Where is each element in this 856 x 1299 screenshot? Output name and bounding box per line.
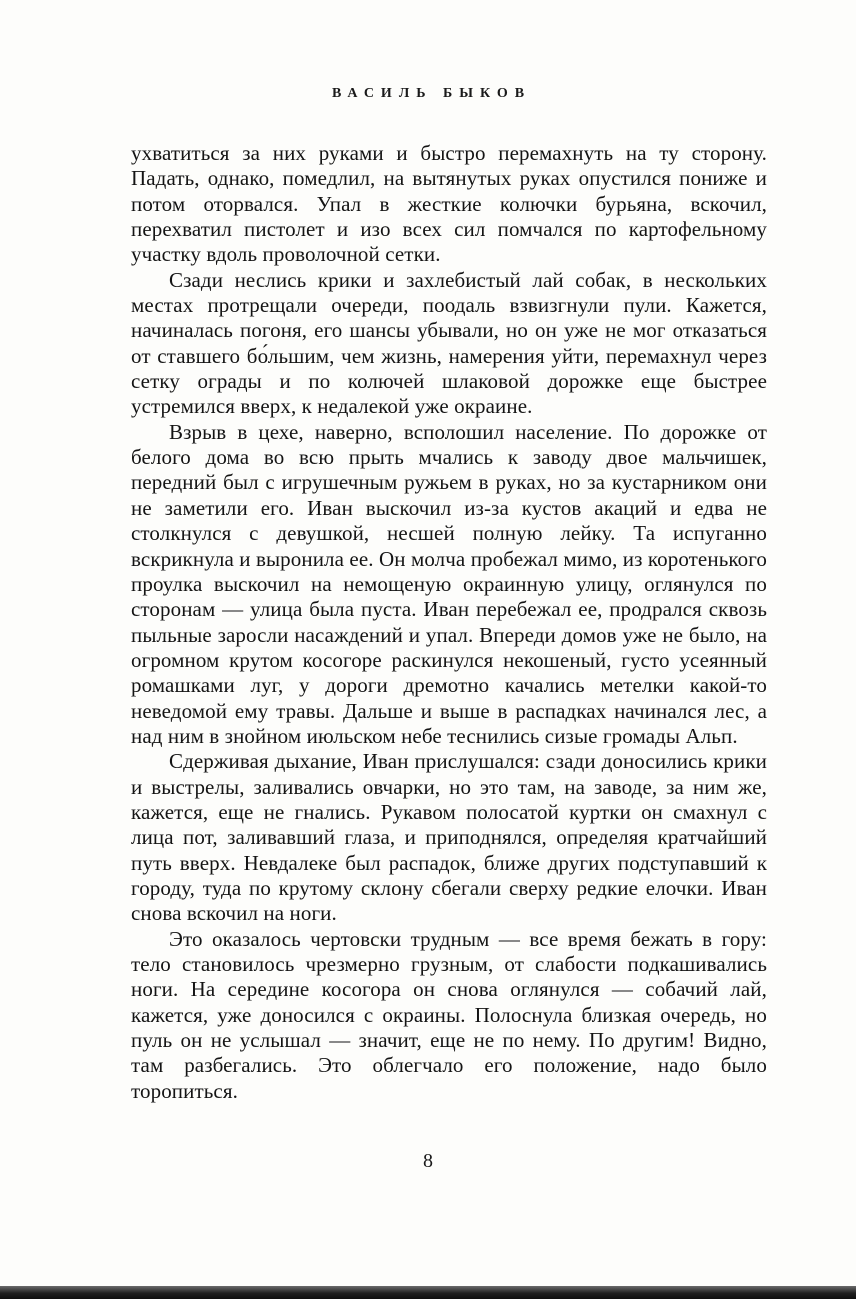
- paragraph: ухватиться за них руками и быстро перемахнуть на ту сторону. Падать, однако, помедлил, на вытянутых руках опустился пониже и потом оторвался. Упал в жесткие колючки бурьяна, вскочил, перехватил пистолет и изо всех сил помчался по картофельному участку вдоль проволочной сетки.: [131, 141, 767, 267]
- page-number: 8: [423, 1150, 433, 1172]
- paragraph: Сдерживая дыхание, Иван прислушался: сзади доносились крики и выстрелы, заливались овчарки, но это там, на заводе, за ним же, кажется, еще не гнались. Рукавом полосатой куртки он смахнул с лица пот, заливавший глаза, и приподнялся, определяя кратчайший путь вверх. Невдалеке был распадок, ближе других подступавший к городу, туда по крутому склону сбегали сверху редкие елочки. Иван снова вскочил на ноги.: [131, 749, 767, 926]
- running-header-author: ВАСИЛЬ БЫКОВ: [331, 86, 532, 101]
- page-bottom-edge: [0, 1286, 856, 1299]
- body-text: [131, 141, 767, 1104]
- paragraph: Сзади неслись крики и захлебистый лай собак, в нескольких местах протрещали очереди, поодаль взвизгнули пули. Кажется, начиналась погоня, его шансы убывали, но он уже не мог отказаться от ставшего бо́льшим, чем жизнь, намерения уйти, перемахнул через сетку ограды и по колючей шлаковой дорожке еще быстрее устремился вверх, к недалекой уже окраине.: [131, 267, 767, 419]
- paragraph: Взрыв в цехе, наверно, всполошил население. По дорожке от белого дома во всю прыть мчались к заводу двое мальчишек, передний был с игрушечным ружьем в руках, но за кустарником они не заметили его. Иван выскочил из-за кустов акаций и едва не столкнулся с девушкой, несшей полную лейку. Та испуганно вскрикнула и выронила ее. Он молча пробежал мимо, из коротенького проулка выскочил на немощеную окраинную улицу, оглянулся по сторонам — улица была пуста. Иван перебежал ее, продрался сквозь пыльные заросли насаждений и упал. Впереди домов уже не было, на огромном крутом косогоре раскинулся некошеный, густо усеянный ромашками луг, у дороги дремотно качались метелки какой-то неведомой ему травы. Дальше и выше в распадках начинался лес, а над ним в знойном июльском небе теснились сизые громады Альп.: [131, 419, 767, 748]
- paragraph: Это оказалось чертовски трудным — все время бежать в гору: тело становилось чрезмерно грузным, от слабости подкашивались ноги. На середине косогора он снова оглянулся — собачий лай, кажется, уже доносился с окраины. Полоснула близкая очередь, но пуль он не услышал — значит, еще не по нему. По другим! Видно, там разбегались. Это облегчало его положение, надо было торопиться.: [131, 926, 767, 1103]
